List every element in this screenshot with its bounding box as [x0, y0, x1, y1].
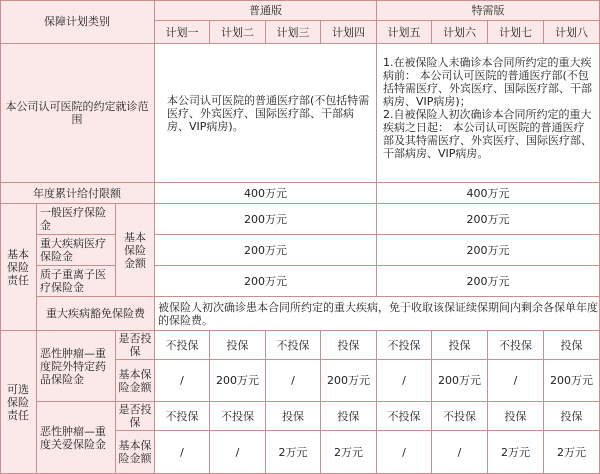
- annual-limit-special: 400万元: [377, 183, 600, 204]
- basic-amount-label: 基本保险金额: [116, 204, 155, 297]
- optional-insured-cell: 投保: [321, 402, 377, 431]
- optional-amount-cell: /: [377, 360, 432, 402]
- optional-insured-cell: 投保: [544, 402, 600, 431]
- normal-edition-header: 普通版: [155, 0, 377, 21]
- waiver-label: 重大疾病豁免保险费: [37, 297, 155, 331]
- category-header: 保障计划类别: [0, 0, 155, 44]
- optional-item-label: 恶性肿瘤—重度关爱保险金: [37, 402, 116, 474]
- basic-item-label: 重大疾病医疗保险金: [37, 235, 116, 266]
- optional-insured-cell: 不投保: [155, 402, 210, 431]
- optional-amount-cell: 200万元: [544, 360, 600, 402]
- plan-header: 计划一: [155, 21, 210, 44]
- optional-insured-cell: 不投保: [155, 331, 210, 360]
- optional-insured-cell: 投保: [432, 331, 488, 360]
- insured-label: 是否投保: [116, 402, 155, 431]
- optional-amount-cell: 200万元: [432, 360, 488, 402]
- optional-amount-cell: /: [155, 431, 210, 474]
- optional-group-label: 可选保险责任: [0, 331, 37, 474]
- basic-group-label: 基本保险责任: [0, 204, 37, 331]
- hospital-scope-normal: 本公司认可医院的普通医疗部(不包括特需医疗、外宾医疗、国际医疗部、干部病房、VIP病房)。: [155, 44, 377, 183]
- optional-amount-cell: /: [377, 431, 432, 474]
- hospital-scope-special: 1.在被保险人未确诊本合同所约定的重大疾病前： 本公司认可医院的普通医疗部(不包括特需医疗、外宾医疗、国际医疗部、干部病房、VIP病房)； 2.自被保险人初次确诊本合同所约定的重大疾病之日起： 本公司认可医院的普通医疗部及其特需医疗、外宾医疗、国际医疗部、干部病房、VIP病房。: [377, 44, 600, 183]
- plan-header: 计划五: [377, 21, 432, 44]
- optional-insured-cell: 不投保: [432, 402, 488, 431]
- optional-amount-cell: 2万元: [266, 431, 321, 474]
- basic-value-special: 200万元: [377, 266, 600, 297]
- amount-label: 基本保险金额: [116, 431, 155, 474]
- basic-item-label: 质子重离子医疗保险金: [37, 266, 116, 297]
- basic-value-special: 200万元: [377, 235, 600, 266]
- amount-label: 基本保险金额: [116, 360, 155, 402]
- plan-header: 计划三: [266, 21, 321, 44]
- basic-value-normal: 200万元: [155, 204, 377, 235]
- plan-header: 计划七: [488, 21, 544, 44]
- optional-insured-cell: 投保: [266, 402, 321, 431]
- optional-insured-cell: 不投保: [488, 331, 544, 360]
- optional-insured-cell: 投保: [488, 402, 544, 431]
- special-edition-header: 特需版: [377, 0, 600, 21]
- waiver-text: 被保险人初次确诊患本合同所约定的重大疾病，免于收取该保证续保期间内剩余各保单年度的保险费。: [155, 297, 600, 331]
- basic-value-special: 200万元: [377, 204, 600, 235]
- plan-header: 计划六: [432, 21, 488, 44]
- hospital-scope-label: 本公司认可医院的约定就诊范围: [0, 44, 155, 183]
- optional-amount-cell: 200万元: [210, 360, 266, 402]
- optional-insured-cell: 不投保: [210, 402, 266, 431]
- optional-amount-cell: /: [155, 360, 210, 402]
- basic-value-normal: 200万元: [155, 235, 377, 266]
- basic-value-normal: 200万元: [155, 266, 377, 297]
- plan-header: 计划四: [321, 21, 377, 44]
- optional-insured-cell: 不投保: [377, 331, 432, 360]
- optional-amount-cell: 2万元: [488, 431, 544, 474]
- optional-insured-cell: 不投保: [266, 331, 321, 360]
- optional-amount-cell: /: [488, 360, 544, 402]
- optional-amount-cell: 200万元: [321, 360, 377, 402]
- optional-insured-cell: 投保: [210, 331, 266, 360]
- annual-limit-label: 年度累计给付限额: [0, 183, 155, 204]
- optional-item-label: 恶性肿瘤—重度院外特定药品保险金: [37, 331, 116, 402]
- optional-amount-cell: /: [432, 431, 488, 474]
- basic-item-label: 一般医疗保险金: [37, 204, 116, 235]
- optional-insured-cell: 投保: [544, 331, 600, 360]
- plan-header: 计划二: [210, 21, 266, 44]
- optional-amount-cell: /: [266, 360, 321, 402]
- optional-amount-cell: 2万元: [544, 431, 600, 474]
- optional-amount-cell: /: [210, 431, 266, 474]
- plan-header: 计划八: [544, 21, 600, 44]
- insured-label: 是否投保: [116, 331, 155, 360]
- optional-insured-cell: 不投保: [377, 402, 432, 431]
- optional-insured-cell: 投保: [321, 331, 377, 360]
- optional-amount-cell: 2万元: [321, 431, 377, 474]
- annual-limit-normal: 400万元: [155, 183, 377, 204]
